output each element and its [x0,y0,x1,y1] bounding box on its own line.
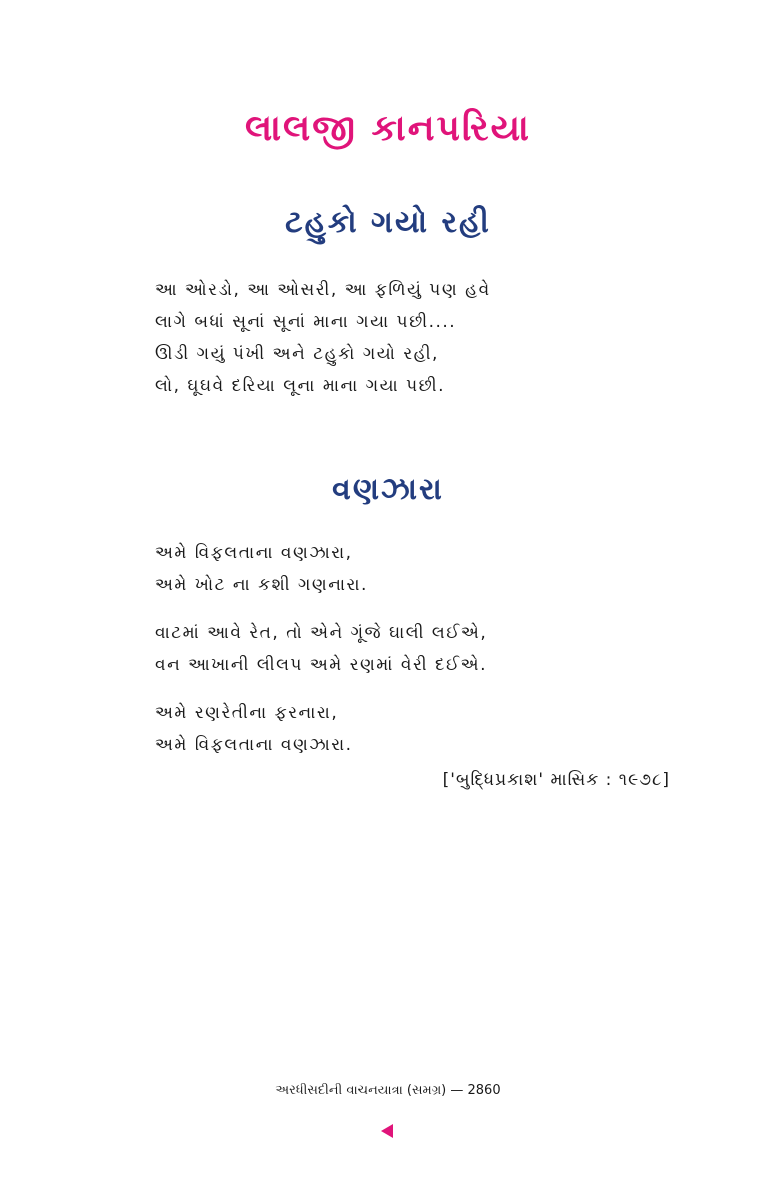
poem-line: અમે વિફલતાના વણઝારા, [155,543,353,563]
poem-line: અમે ખોટ ના કશી ગણનારા. [155,575,368,595]
poem-stanza [155,617,695,681]
poem-title-vanzara: વણઝારા [332,472,444,507]
poem-line: લો, ઘૂઘવે દરિયા લૂના માના ગયા પછી. [155,376,446,396]
poem-line: આ ઓરડો, આ ઓસરી, આ ફળિયું પણ હવે [155,280,491,300]
poem-line: વાટમાં આવે રેત, તો એને ગૂંજે ઘાલી લઈએ, [155,623,488,643]
source-citation: ['બુદ્ધિપ્રકાશ' માસિક : ૧૯૭૮] [442,770,670,790]
poem-line: ઊડી ગયું પંખી અને ટહુકો ગયો રહી, [155,344,439,364]
previous-page-arrow-icon[interactable] [381,1124,393,1138]
poem-stanza [155,537,695,601]
poem-stanza [155,697,695,761]
poem-line: અમે રણરેતીના ફરનારા, [155,703,339,723]
poem-line: અમે વિફલતાના વણઝારા. [155,735,353,755]
poem-stanza [155,274,695,402]
author-name: લાલજી કાનપરિયા [245,108,531,149]
poem-line: લાગે બધાં સૂનાં સૂનાં માના ગયા પછી.... [155,312,457,332]
poem-title-tahuko: ટહુકો ગયો રહી [285,205,491,240]
page-footer: અરધીસદીની વાચનયાત્રા (સમગ્ર) — 2860 [275,1083,501,1098]
poem-line: વન આખાની લીલપ અમે રણમાં વેરી દઈએ. [155,655,487,675]
